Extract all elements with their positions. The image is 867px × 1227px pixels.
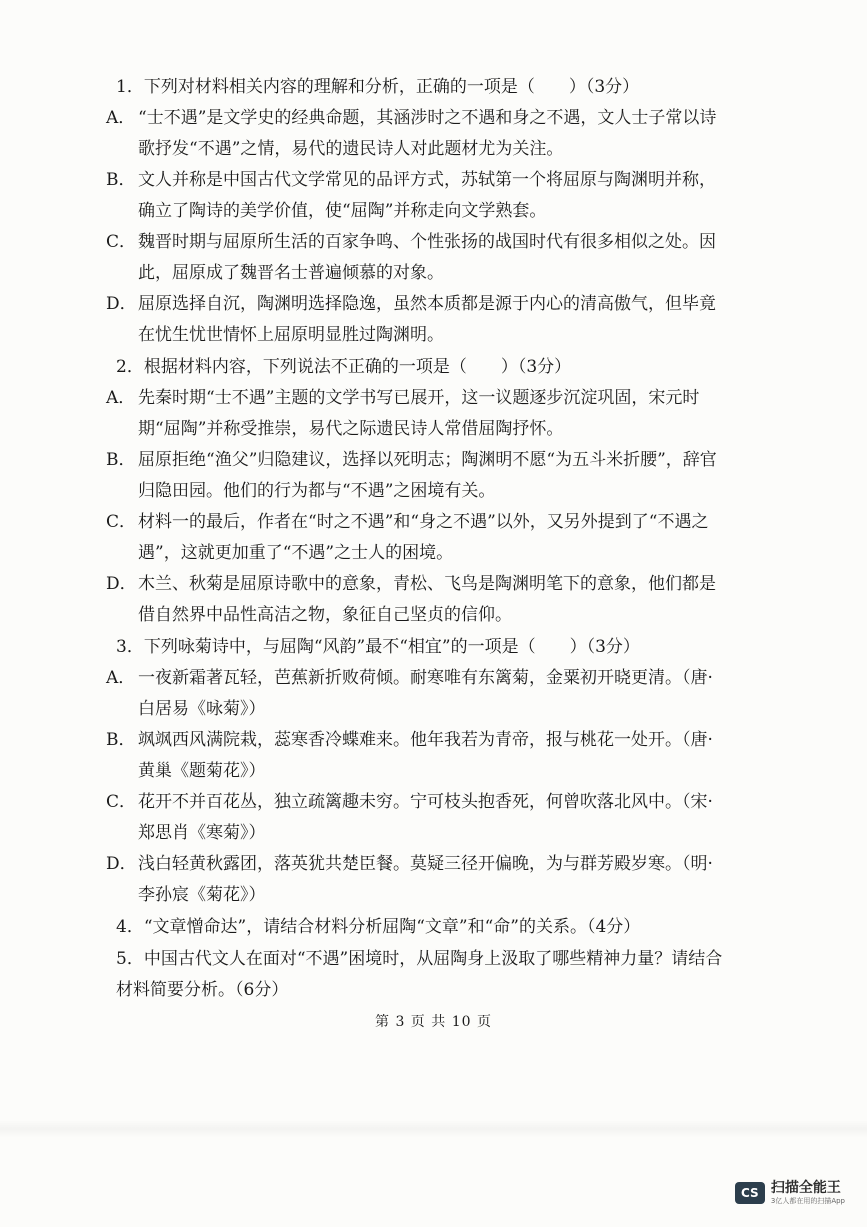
question-stem: 3．下列咏菊诗中，与屈陶“风韵”最不“相宜”的一项是（ ）（3分） bbox=[116, 637, 640, 657]
question-4 bbox=[106, 912, 726, 943]
option-c: C． 魏晋时期与屈原所生活的百家争鸣、个性张扬的战国时代有很多相似之处。因此，屈原成了魏晋名士普遍倾慕的对象。 bbox=[106, 232, 716, 283]
question-2 bbox=[106, 352, 726, 631]
question-3 bbox=[106, 632, 726, 911]
question-stem: 4．“文章憎命达”，请结合材料分析屈陶“文章”和“命”的关系。（4分） bbox=[116, 917, 641, 937]
question-stem: 1．下列对材料相关内容的理解和分析，正确的一项是（ ）（3分） bbox=[116, 77, 640, 97]
option-c: C． 材料一的最后，作者在“时之不遇”和“身之不遇”以外，又另外提到了“不遇之遇”，这就更加重了“不遇”之士人的困境。 bbox=[106, 512, 709, 563]
page-number: 第 3 页 共 10 页 bbox=[375, 1014, 492, 1030]
option-a: A． “士不遇”是文学史的经典命题，其涵涉时之不遇和身之不遇，文人士子常以诗歌抒发“不遇”之情，易代的遗民诗人对此题材尤为关注。 bbox=[106, 108, 717, 159]
watermark-subtitle: 3亿人都在用的扫描App bbox=[770, 1197, 845, 1205]
question-5 bbox=[106, 944, 726, 1006]
question-stem: 5．中国古代文人在面对“不遇”困境时，从屈陶身上汲取了哪些精神力量？请结合材料简要分析。（6分） bbox=[116, 949, 723, 1000]
question-1 bbox=[106, 72, 726, 351]
camscanner-logo-icon: CS bbox=[735, 1182, 765, 1204]
question-list bbox=[106, 72, 726, 1007]
scan-smudge bbox=[0, 1120, 867, 1138]
scanner-watermark bbox=[735, 1181, 845, 1205]
watermark-title: 扫描全能王 bbox=[770, 1180, 841, 1196]
option-d: D．木兰、秋菊是屈原诗歌中的意象，青松、飞鸟是陶渊明笔下的意象，他们都是借自然界中品性高洁之物，象征自己坚贞的信仰。 bbox=[106, 574, 716, 625]
option-d: D．屈原选择自沉，陶渊明选择隐逸，虽然本质都是源于内心的清高傲气，但毕竟在忧生忧世情怀上屈原明显胜过陶渊明。 bbox=[106, 294, 716, 345]
question-stem: 2．根据材料内容，下列说法不正确的一项是（ ）（3分） bbox=[116, 357, 572, 377]
option-b: B． 文人并称是中国古代文学常见的品评方式，苏轼第一个将屈原与陶渊明并称，确立了陶诗的美学价值，使“屈陶”并称走向文学熟套。 bbox=[106, 170, 716, 221]
option-d: D．浅白轻黄秋露团，落英犹共楚臣餐。莫疑三径开偏晚，为与群芳殿岁寒。（明·李孙宸《菊花》） bbox=[106, 854, 713, 905]
option-a: A． 一夜新霜著瓦轻，芭蕉新折败荷倾。耐寒唯有东篱菊，金粟初开晓更清。（唐·白居易《咏菊》） bbox=[106, 668, 713, 719]
option-b: B． 飒飒西风满院栽，蕊寒香冷蝶难来。他年我若为青帝，报与桃花一处开。（唐·黄巢《题菊花》） bbox=[106, 730, 713, 781]
option-c: C． 花开不并百花丛，独立疏篱趣未穷。宁可枝头抱香死，何曾吹落北风中。（宋·郑思肖《寒菊》） bbox=[106, 792, 713, 843]
option-b: B． 屈原拒绝“渔父”归隐建议，选择以死明志；陶渊明不愿“为五斗米折腰”，辞官归隐田园。他们的行为都与“不遇”之困境有关。 bbox=[106, 450, 717, 501]
option-a: A． 先秦时期“士不遇”主题的文学书写已展开，这一议题逐步沉淀巩固，宋元时期“屈陶”并称受推崇，易代之际遗民诗人常借屈陶抒怀。 bbox=[106, 388, 700, 439]
